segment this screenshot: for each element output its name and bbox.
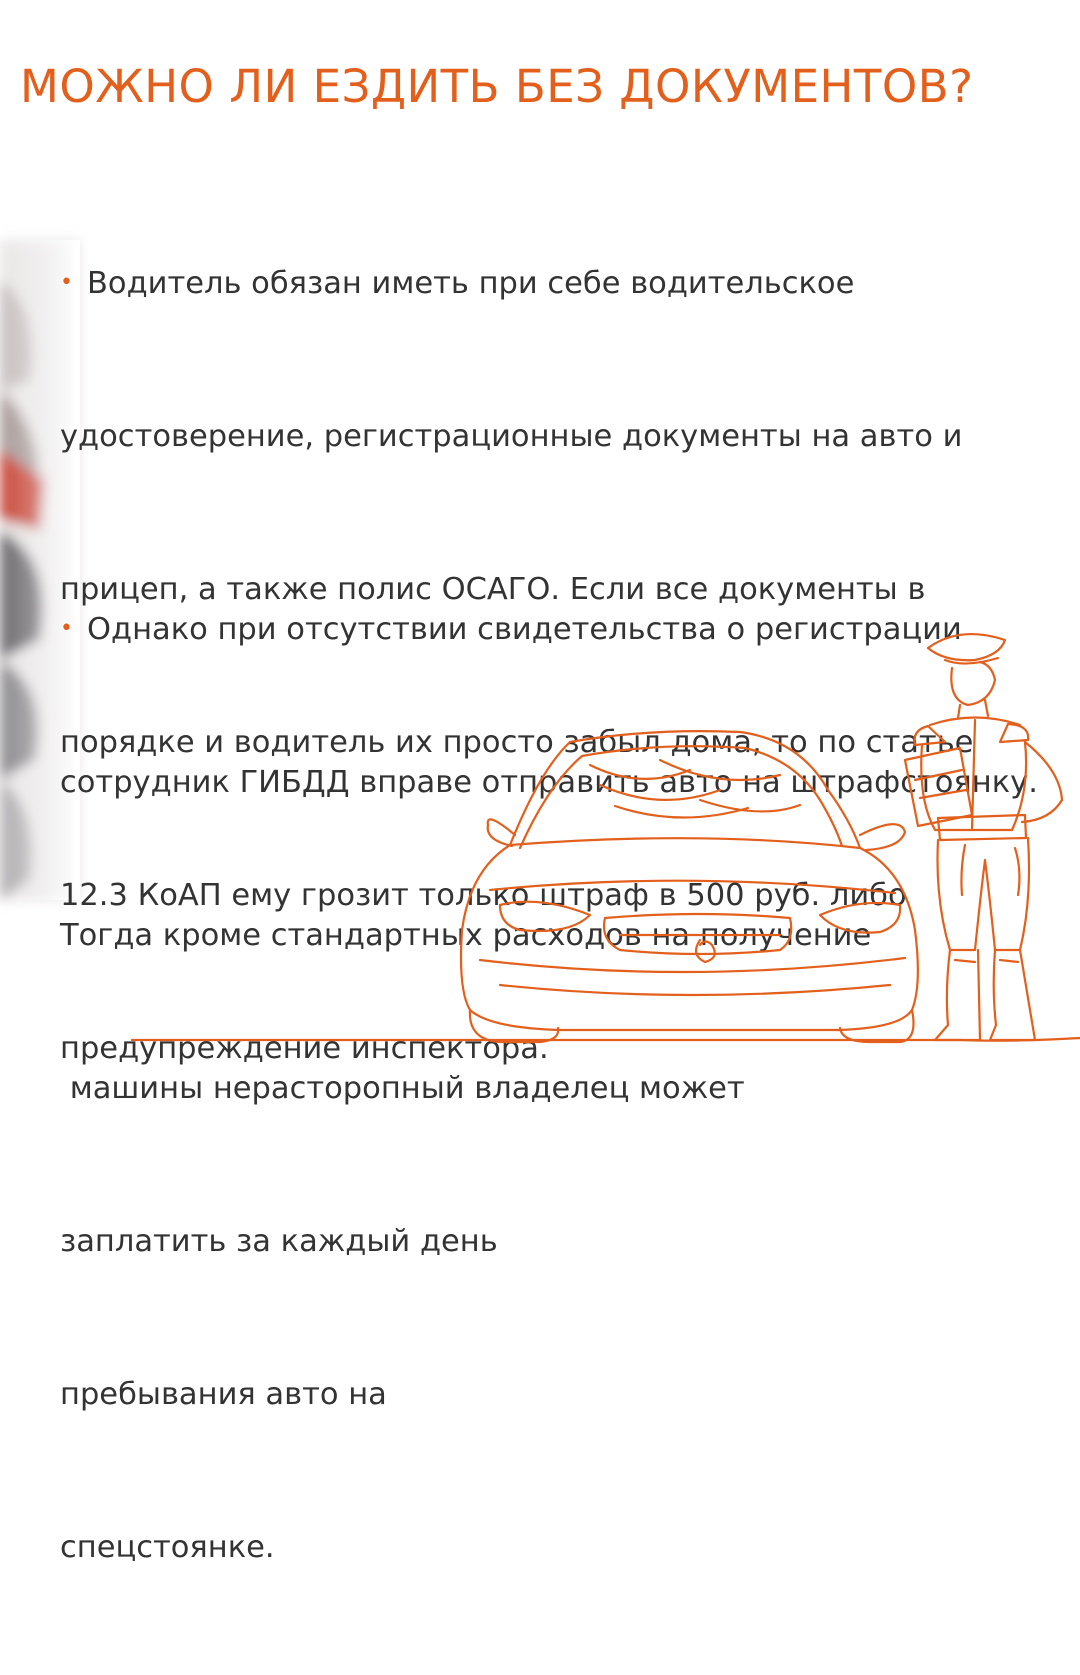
paragraph-line: заплатить за каждый день: [60, 1224, 498, 1259]
paragraph-line: спецстоянке.: [60, 1530, 275, 1565]
bullet-icon: •: [60, 616, 73, 641]
paragraph-line: • Однако при отсутствии свидетельства о регистрации: [60, 612, 962, 647]
paragraph-line: машины нерасторопный владелец может: [60, 1071, 745, 1106]
page-title: МОЖНО ЛИ ЕЗДИТЬ БЕЗ ДОКУМЕНТОВ?: [20, 60, 974, 113]
paragraph-line: • Водитель обязан иметь при себе водительское: [60, 266, 855, 301]
bullet-icon: •: [60, 270, 73, 295]
paragraph-line: 12.3 КоАП ему грозит только штраф в 500 руб. либо: [60, 878, 907, 913]
paragraph-line: Тогда кроме стандартных расходов на получение: [60, 918, 872, 953]
paragraph-line: прицеп, а также полис ОСАГО. Если все документы в: [60, 572, 926, 607]
paragraph-line: порядке и водитель их просто забыл дома, то по статье: [60, 725, 974, 760]
paragraph-line: пребывания авто на: [60, 1377, 387, 1412]
paragraph-line: удостоверение, регистрационные документы на авто и: [60, 419, 963, 454]
paragraph-line: сотрудник ГИБДД вправе отправить авто на штрафстоянку.: [60, 765, 1038, 800]
paragraph-impound: [60, 501, 1038, 1675]
paragraph-line: предупреждение инспектора.: [60, 1031, 549, 1066]
